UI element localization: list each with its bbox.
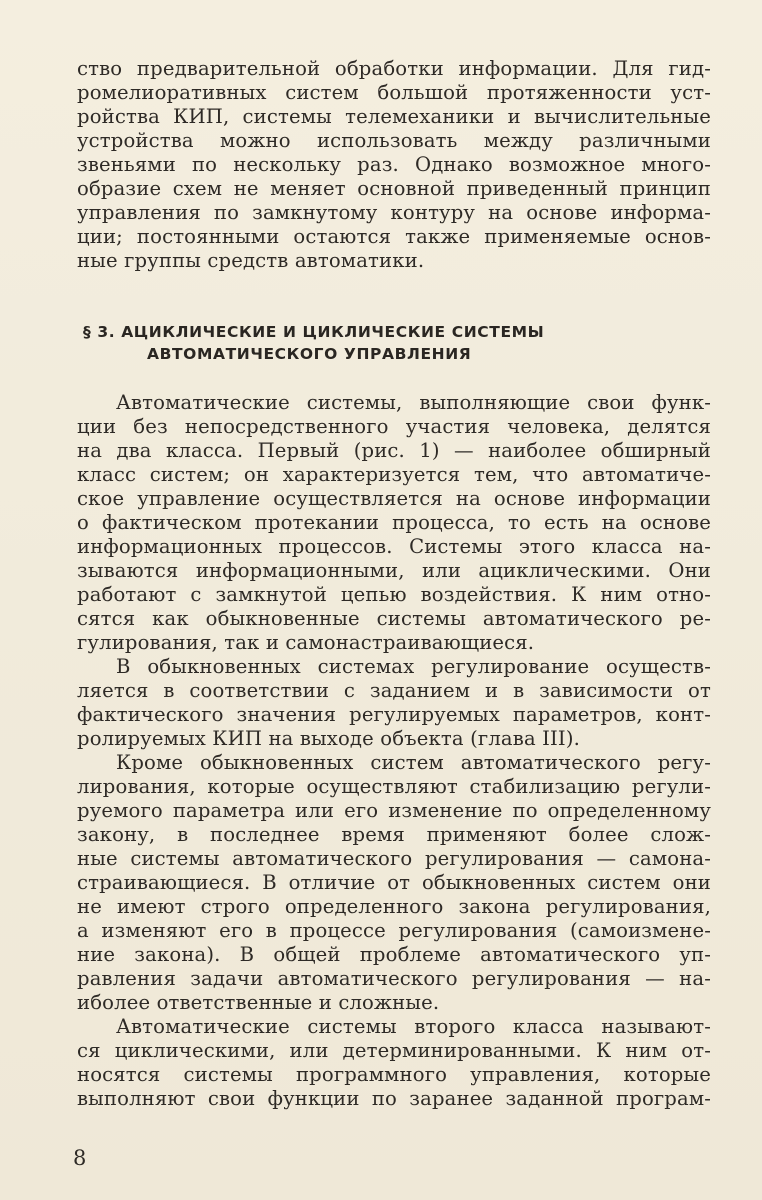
section-heading-line2: АВТОМАТИЧЕСКОГО УПРАВЛЕНИЯ (147, 345, 472, 363)
page-number: 8 (73, 1146, 87, 1170)
text-line: ляется в соответствии с заданием и в зависимости от (77, 679, 711, 702)
text-line: образие схем не меняет основной приведенный принцип (77, 177, 711, 200)
text-line: ние закона). В общей проблеме автоматического уп- (77, 943, 711, 966)
text-line: класс систем; он характеризуется тем, что автоматиче- (77, 463, 711, 486)
text-line: информационных процессов. Системы этого класса на- (77, 535, 711, 558)
text-line: ции без непосредственного участия человека, делятся (77, 415, 711, 438)
text-line: гулирования, так и самонастраивающиеся. (77, 631, 535, 654)
text-line: о фактическом протекании процесса, то есть на основе (77, 511, 711, 534)
text-line: закону, в последнее время применяют более слож- (77, 823, 711, 846)
text-line: ское управление осуществляется на основе информации (77, 487, 711, 510)
text-line: ные системы автоматического регулирования — самона- (77, 847, 711, 870)
text-line: В обыкновенных системах регулирование осуществ- (116, 655, 711, 678)
text-line: ролируемых КИП на выходе объекта (глава III). (77, 727, 580, 750)
text-line: Автоматические системы, выполняющие свои функ- (116, 391, 711, 414)
section-heading-line1: § 3. АЦИКЛИЧЕСКИЕ И ЦИКЛИЧЕСКИЕ СИСТЕМЫ (83, 323, 545, 341)
text-line: носятся системы программного управления, которые (77, 1063, 711, 1086)
text-line: ся циклическими, или детерминированными. К ним от- (77, 1039, 711, 1062)
text-line: равления задачи автоматического регулирования — на- (77, 967, 711, 990)
text-line: на два класса. Первый (рис. 1) — наиболее обширный (77, 439, 711, 462)
text-line: страивающиеся. В отличие от обыкновенных систем они (77, 871, 711, 894)
text-line: Кроме обыкновенных систем автоматического регу- (116, 751, 711, 774)
text-line: выполняют свои функции по заранее заданной програм- (77, 1087, 711, 1110)
text-line: Автоматические системы второго класса называют- (116, 1015, 711, 1038)
text-line: ции; постоянными остаются также применяемые основ- (77, 225, 711, 248)
text-line: звеньями по нескольку раз. Однако возможное много- (77, 153, 711, 176)
text-line: сятся как обыкновенные системы автоматического ре- (77, 607, 711, 630)
text-line: ство предварительной обработки информации. Для гид- (77, 57, 711, 80)
text-line: устройства можно использовать между различными (77, 129, 711, 152)
text-line: руемого параметра или его изменение по определенному (77, 799, 711, 822)
text-line: зываются информационными, или ациклическими. Они (77, 559, 711, 582)
text-line: ромелиоративных систем большой протяженности уст- (77, 81, 711, 104)
text-line: управления по замкнутому контуру на основе информа- (77, 201, 711, 224)
text-line: а изменяют его в процессе регулирования (самоизмене- (77, 919, 711, 942)
text-line: не имеют строго определенного закона регулирования, (77, 895, 711, 918)
text-line: работают с замкнутой цепью воздействия. К ним отно- (77, 583, 711, 606)
text-line: фактического значения регулируемых параметров, конт- (77, 703, 711, 726)
text-line: иболее ответственные и сложные. (77, 991, 440, 1014)
text-line: ные группы средств автоматики. (77, 249, 425, 272)
text-line: ройства КИП, системы телемеханики и вычислительные (77, 105, 711, 128)
text-line: лирования, которые осуществляют стабилизацию регули- (77, 775, 711, 798)
